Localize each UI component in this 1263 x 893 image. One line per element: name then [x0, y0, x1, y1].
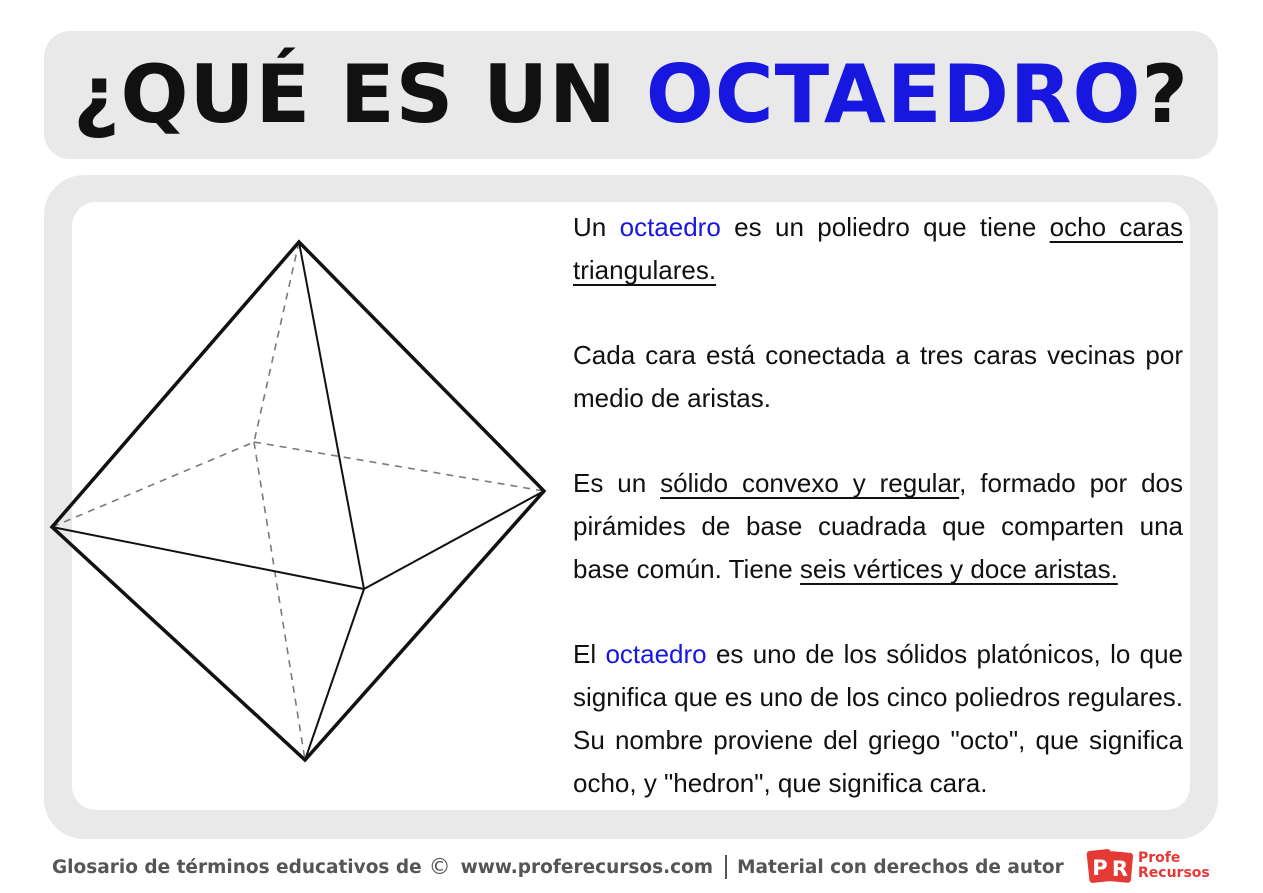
paragraph-3: [573, 462, 1183, 591]
logo-letter-p: P: [1092, 856, 1108, 880]
logo-line-1: Profe: [1138, 850, 1181, 866]
p3-underlined-1: sólido convexo y regular: [660, 468, 960, 498]
footer-url[interactable]: www.proferecursos.com: [460, 856, 714, 878]
logo-line-2: Recursos: [1138, 865, 1210, 881]
page-title: [44, 45, 1218, 145]
logo-letter-r: R: [1111, 857, 1129, 881]
p1-text-b: es un poliedro que tiene: [720, 212, 1050, 242]
footer-divider: [725, 855, 727, 879]
title-part-1: ¿QUÉ ES UN: [73, 48, 646, 141]
logo-wordmark: [1138, 851, 1210, 881]
footer-suffix: Material con derechos de autor: [737, 856, 1064, 878]
paragraph-2: [573, 334, 1183, 420]
footer-prefix: Glosario de términos educativos de: [52, 856, 422, 878]
profe-recursos-logo: [1086, 848, 1210, 884]
logo-mark: [1086, 848, 1134, 884]
p4-keyword: octaedro: [605, 639, 707, 669]
p3-text-b: , formado por dos pirámides de base cuadrada que comparten una base común. Tiene: [573, 468, 1183, 584]
p3-text-a: Es un: [573, 468, 661, 498]
title-question-mark: ?: [1141, 48, 1189, 141]
p1-keyword: octaedro: [619, 212, 721, 242]
p1-underlined: ocho caras triangulares.: [573, 212, 1183, 285]
p4-text-b: es uno de los sólidos platónicos, lo que significa que es uno de los cinco poliedros regulares. Su nombre proviene del griego "octo", que significa ocho, y "hedron", que significa cara.: [573, 639, 1183, 798]
description-text: [573, 206, 1183, 847]
title-accent-word: OCTAEDRO: [645, 48, 1142, 141]
p1-text-a: Un: [573, 212, 620, 242]
title-banner: [44, 31, 1218, 159]
footer: [52, 852, 1064, 882]
copyright-icon: ©: [428, 854, 451, 880]
p2-text: Cada cara está conectada a tres caras vecinas por medio de aristas.: [573, 340, 1183, 413]
p4-text-a: El: [573, 639, 606, 669]
p3-underlined-2: seis vértices y doce aristas.: [799, 554, 1118, 584]
paragraph-1: [573, 206, 1183, 292]
paragraph-4: [573, 633, 1183, 805]
